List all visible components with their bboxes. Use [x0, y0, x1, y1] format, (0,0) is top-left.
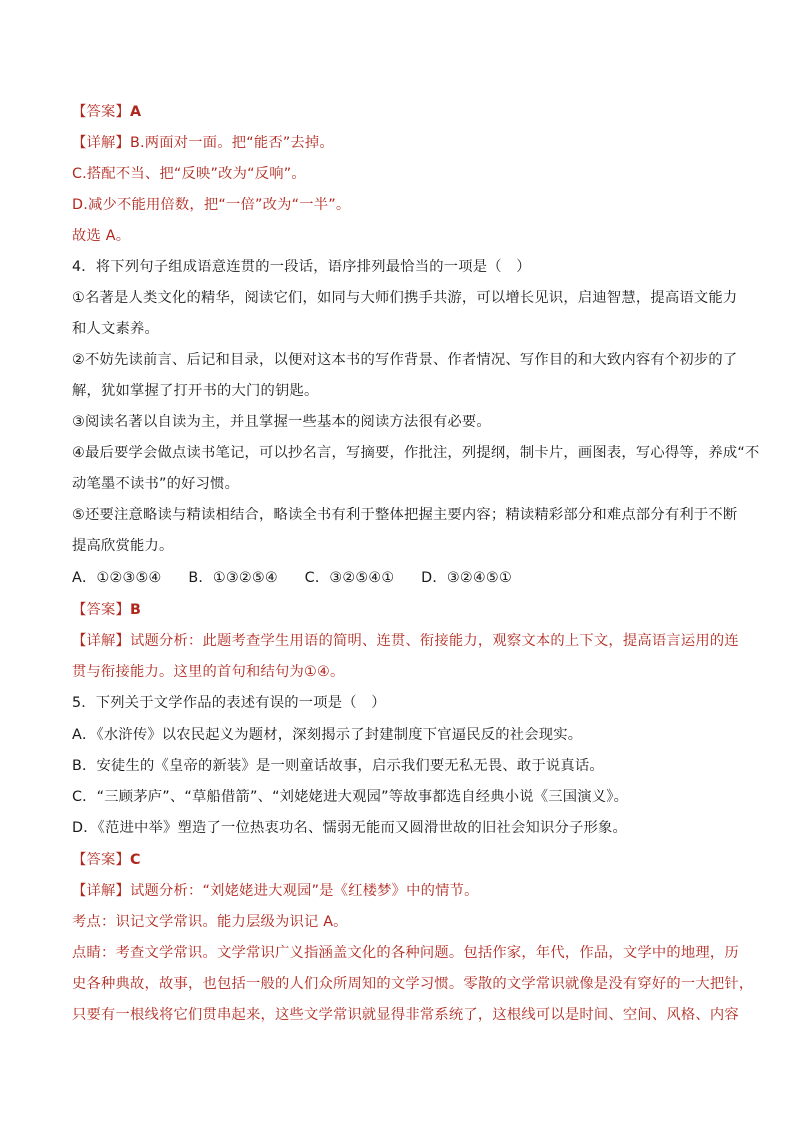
- sentence-text: ③阅读名著以自读为主，并且掌握一些基本的阅读方法很有必要。: [72, 414, 491, 430]
- detail-text: C.搭配不当、把“反映”改为“反响”。: [72, 166, 306, 182]
- option-c: C．“三顾茅庐”、“草船借箭”、“刘姥姥进大观园”等故事都选自经典小说《三国演义》。: [72, 789, 629, 805]
- answer-label: 【答案】: [72, 852, 130, 868]
- detail-label: 【详解】: [72, 135, 130, 151]
- sentence-text: ⑤还要注意略读与精读相结合，略读全书有利于整体把握主要内容；精读精彩部分和难点部分有利于不断: [72, 507, 738, 523]
- answer-value: A: [130, 104, 142, 120]
- detail-text: 故选 A。: [72, 228, 131, 244]
- kaodian-text: 考点：识记文学常识。能力层级为识记 A。: [72, 914, 348, 930]
- option-b: B．①③②⑤④: [188, 570, 278, 586]
- answer-label: 【答案】: [72, 104, 130, 120]
- detail-text: 试题分析：“刘姥姥进大观园”是《红楼梦》中的情节。: [130, 883, 479, 899]
- option-d: D．③②④⑤①: [421, 570, 512, 586]
- answer-value: C: [130, 852, 141, 868]
- question-stem: 4．将下列句子组成语意连贯的一段话，语序排列最恰当的一项是（ ）: [72, 259, 531, 275]
- detail-line: [72, 133, 334, 153]
- sentence-text: 和人文素养。: [72, 321, 159, 337]
- sentence-text: ①名著是人类文化的精华，阅读它们，如同与大师们携手共游，可以增长见识，启迪智慧，提高语文能力: [72, 290, 738, 306]
- question-stem: 5．下列关于文学作品的表述有误的一项是（ ）: [72, 695, 386, 711]
- detail-line: [72, 881, 479, 901]
- option-a: A．《水浒传》以农民起义为题材，深刻揭示了封建制度下官逼民反的社会现实。: [72, 727, 583, 743]
- detail-label: 【详解】: [72, 883, 130, 899]
- sentence-text: 提高欣赏能力。: [72, 538, 174, 554]
- answer-value: B: [130, 602, 142, 618]
- dianjing-text: 史各种典故，故事，也包括一般的人们众所周知的文学习惯。零散的文学常识就像是没有穿好的一大把针，: [72, 976, 754, 992]
- option-d: D．《范进中举》塑造了一位热衷功名、懦弱无能而又圆滑世故的旧社会知识分子形象。: [72, 820, 627, 836]
- answer-line: [72, 600, 141, 620]
- sentence-text: ②不妨先读前言、后记和目录，以便对这本书的写作背景、作者情况、写作目的和大致内容有个初步的了: [72, 352, 738, 368]
- detail-text: B.两面对一面。把“能否”去掉。: [130, 135, 334, 151]
- detail-text: D.减少不能用倍数，把“一倍”改为“一半”。: [72, 197, 351, 213]
- option-b: B．安徒生的《皇帝的新装》是一则童话故事，启示我们要无私无畏、敢于说真话。: [72, 758, 604, 774]
- option-a: A．①②③⑤④: [72, 570, 162, 586]
- sentence-text: ④最后要学会做点读书笔记，可以抄名言，写摘要，作批注，列提纲，制卡片，画图表，写心得等，养成“不: [72, 445, 760, 461]
- answer-label: 【答案】: [72, 602, 130, 618]
- answer-line: [72, 850, 141, 870]
- option-c: C．③②⑤④①: [304, 570, 395, 586]
- sentence-text: 动笔墨不读书”的好习惯。: [72, 476, 240, 492]
- dianjing-text: 只要有一根线将它们贯串起来，这些文学常识就显得非常系统了，这根线可以是时间、空间、风格、内容: [72, 1007, 739, 1023]
- dianjing-text: 点睛：考查文学常识。文学常识广义指涵盖文化的各种问题。包括作家，年代，作品，文学中的地理，历: [72, 945, 739, 961]
- detail-label: 【详解】: [72, 633, 130, 649]
- detail-text: 贯与衔接能力。这里的首句和结句为①④。: [72, 664, 345, 680]
- answer-line: [72, 102, 141, 122]
- sentence-text: 解，犹如掌握了打开书的大门的钥匙。: [72, 383, 319, 399]
- options-row: [72, 568, 512, 588]
- detail-line: [72, 631, 739, 651]
- detail-text: 试题分析：此题考查学生用语的简明、连贯、衔接能力，观察文本的上下文，提高语言运用的连: [130, 633, 739, 649]
